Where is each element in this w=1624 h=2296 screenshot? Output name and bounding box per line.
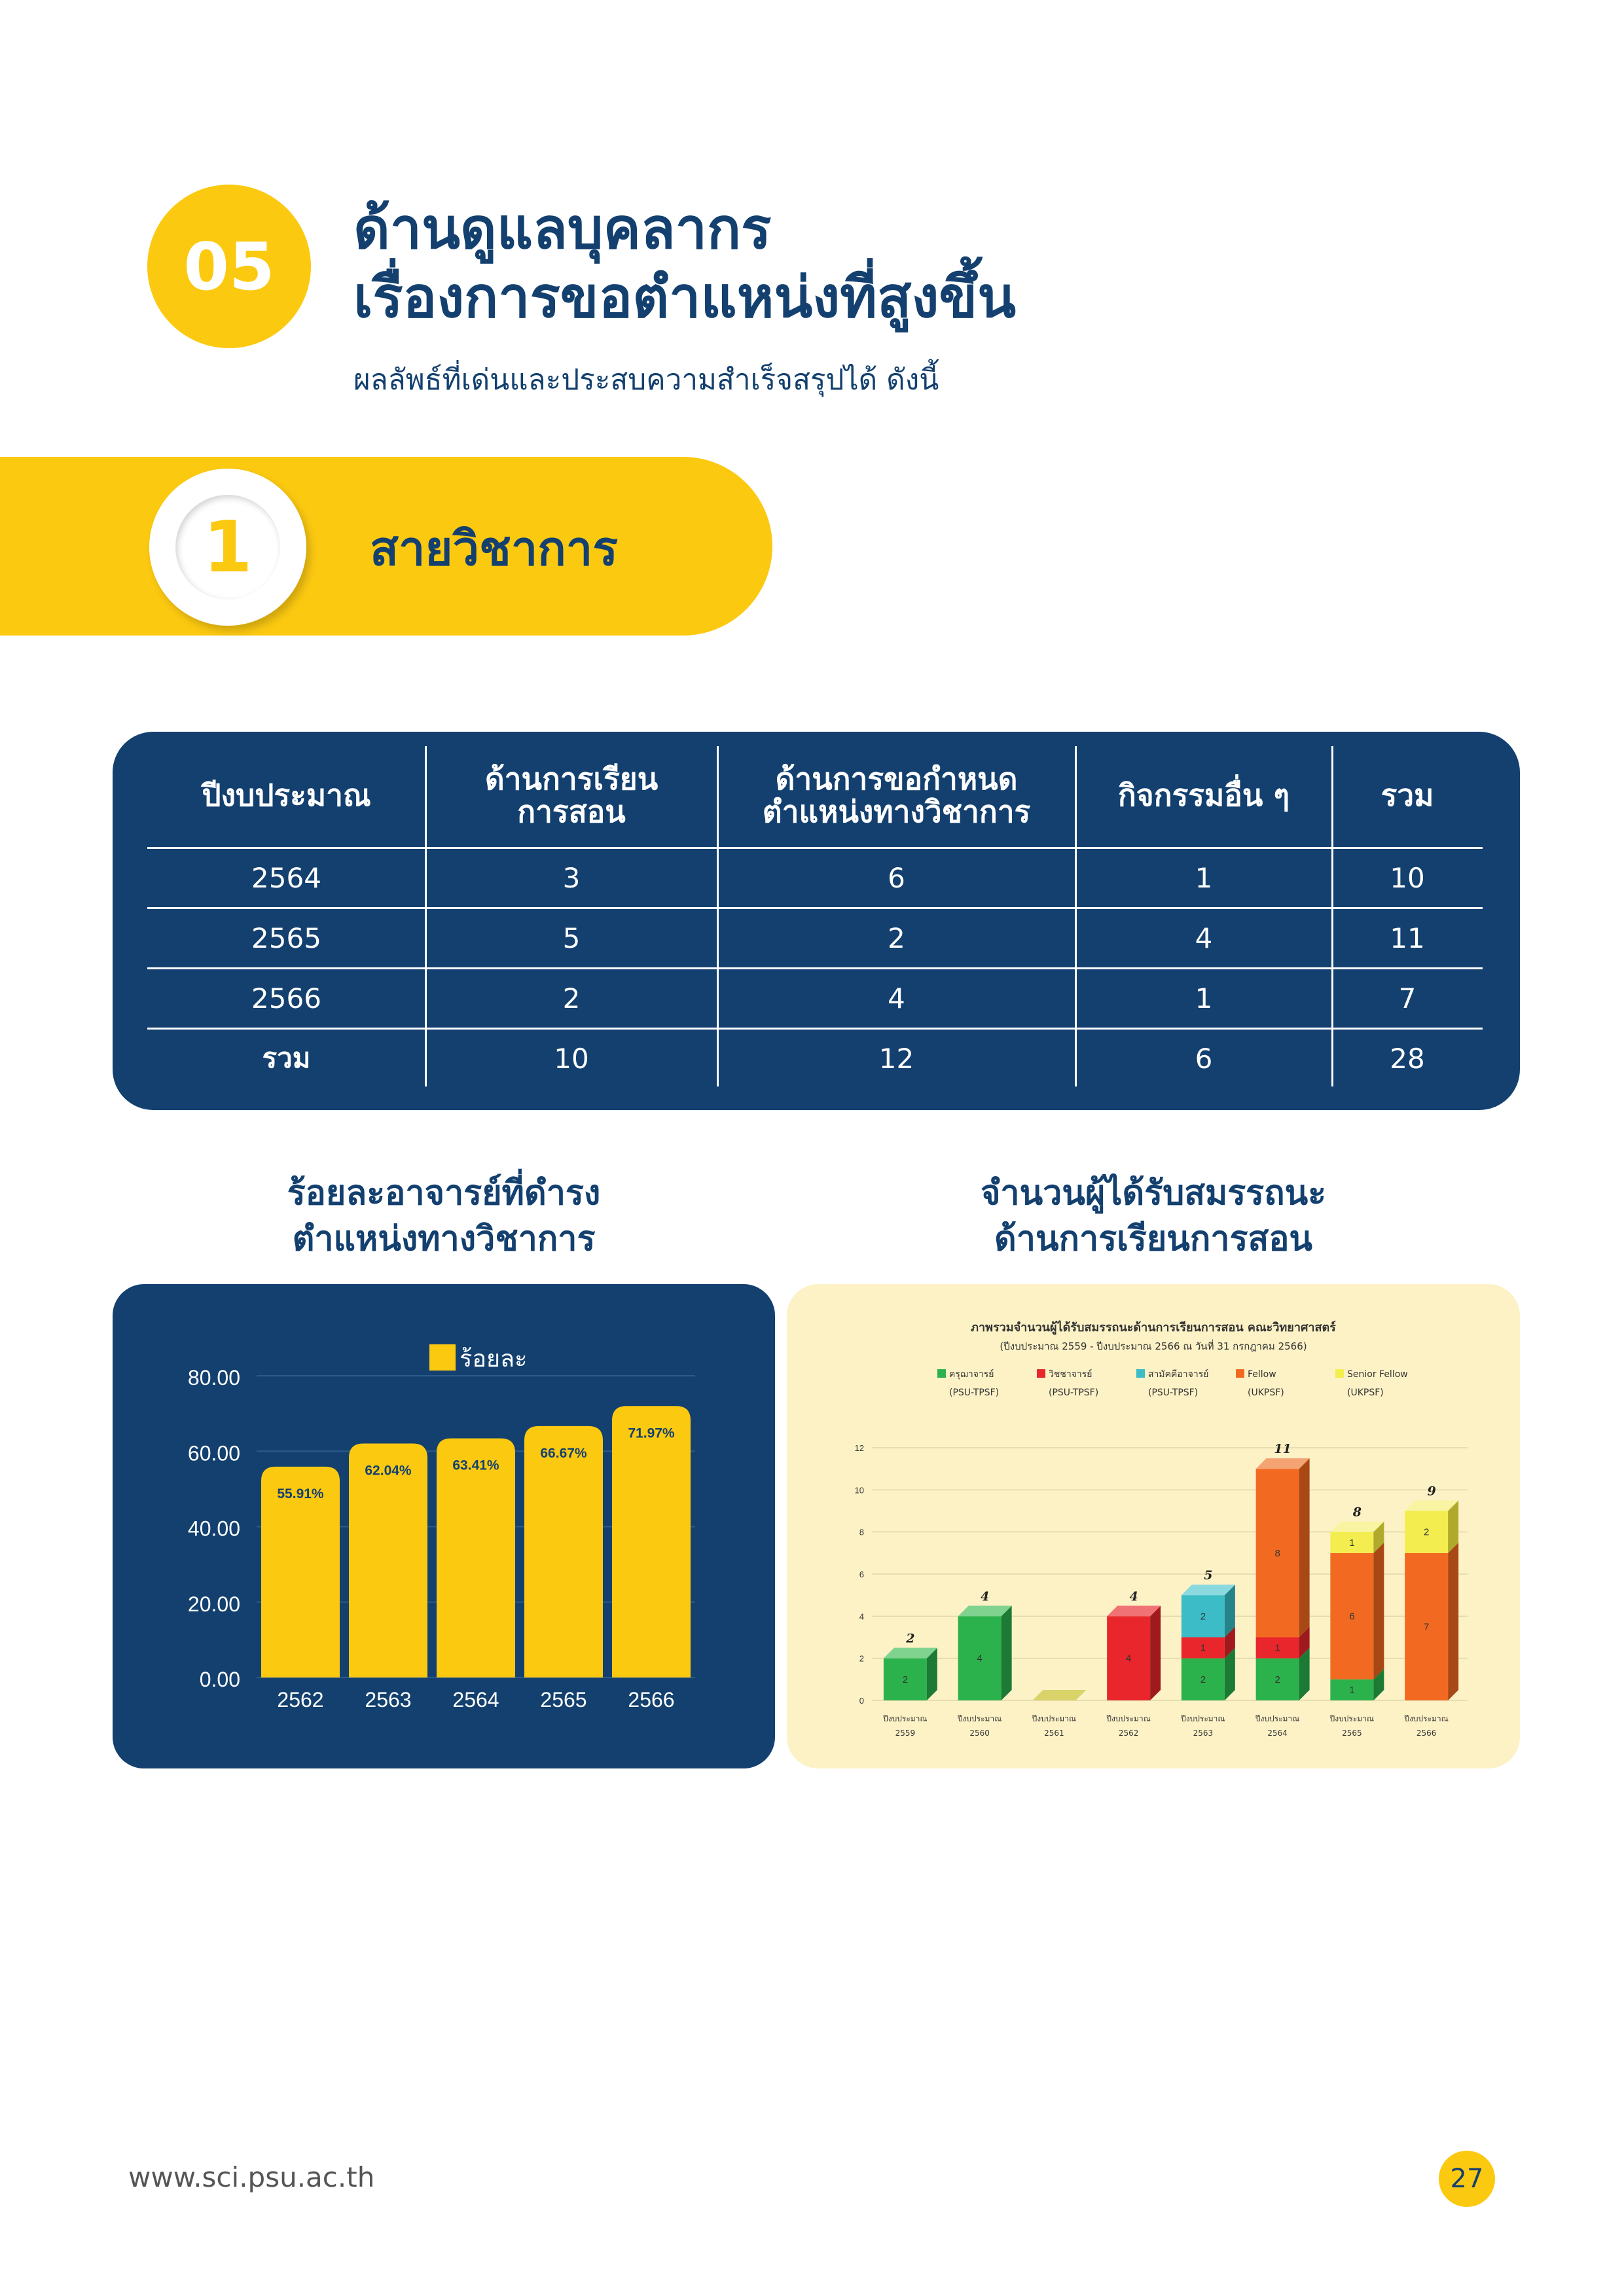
x-tick-label: 2566 bbox=[628, 1688, 675, 1712]
table-header-text: รวม bbox=[1380, 778, 1434, 813]
table-row-divider bbox=[147, 847, 1483, 849]
section-number: 05 bbox=[183, 228, 275, 305]
table-header-text: ด้านการขอกำหนด bbox=[775, 761, 1018, 797]
table-column-divider bbox=[1075, 746, 1077, 1086]
left-chart-title bbox=[113, 1170, 775, 1262]
segment-value-label: 2 bbox=[1200, 1674, 1206, 1685]
x-tick-label-year: 2560 bbox=[969, 1729, 990, 1738]
table-header-text: การสอน bbox=[517, 794, 626, 829]
legend-label: ร้อยละ bbox=[460, 1346, 528, 1372]
bar-data-label: 55.91% bbox=[277, 1486, 324, 1501]
bar-data-label: 63.41% bbox=[452, 1458, 499, 1473]
page-title-line-1: ด้านดูแลบุคลากร bbox=[353, 196, 772, 262]
y-tick-label: 40.00 bbox=[187, 1516, 240, 1541]
table-cell: 1 bbox=[1195, 982, 1213, 1014]
right-chart-title-line-2: ด้านการเรียนการสอน bbox=[994, 1219, 1312, 1259]
y-tick-label: 80.00 bbox=[187, 1366, 240, 1390]
table-cell: 1 bbox=[1195, 861, 1213, 894]
table-column-divider bbox=[425, 746, 427, 1086]
bar-data-label: 62.04% bbox=[365, 1463, 412, 1479]
y-tick-label: 4 bbox=[859, 1611, 864, 1622]
table-cell: 28 bbox=[1390, 1042, 1425, 1075]
banner-number-badge bbox=[175, 495, 280, 600]
page-number: 27 bbox=[1450, 2164, 1484, 2194]
segment-value-label: 6 bbox=[1349, 1611, 1355, 1623]
x-tick-label: ปีงบประมาณ bbox=[1106, 1714, 1151, 1723]
segment-value-label: 2 bbox=[1274, 1674, 1280, 1685]
bar-data-label: 71.97% bbox=[628, 1426, 675, 1441]
legend-label: ครุฌาจารย์ bbox=[949, 1369, 994, 1380]
legend-swatch bbox=[937, 1369, 946, 1378]
legend-sublabel: (PSU-TPSF) bbox=[1148, 1388, 1199, 1398]
right-chart-title bbox=[787, 1170, 1520, 1262]
legend-swatch bbox=[1136, 1369, 1145, 1378]
y-tick-label: 2 bbox=[859, 1653, 864, 1664]
percentage-bar-chart bbox=[113, 1284, 775, 1768]
y-tick-label: 60.00 bbox=[187, 1441, 240, 1465]
right-chart-title-line-1: จำนวนผู้ได้รับสมรรถนะ bbox=[980, 1174, 1327, 1213]
table-header-cell bbox=[147, 743, 425, 848]
x-tick-label-year: 2565 bbox=[1342, 1729, 1362, 1738]
segment-value-label: 1 bbox=[1274, 1642, 1280, 1654]
x-tick-label: ปีงบประมาณ bbox=[1329, 1714, 1375, 1723]
left-chart-title-line-2: ตำแหน่งทางวิชาการ bbox=[292, 1219, 596, 1259]
x-tick-label: 2564 bbox=[452, 1688, 499, 1712]
segment-value-label: 4 bbox=[1125, 1653, 1132, 1664]
table-cell: 7 bbox=[1398, 982, 1416, 1014]
segment-value-label: 1 bbox=[1349, 1684, 1355, 1696]
table-header-cell bbox=[425, 743, 717, 848]
x-tick-label-year: 2559 bbox=[895, 1729, 916, 1738]
bar bbox=[437, 1439, 515, 1677]
y-tick-label: 0.00 bbox=[199, 1668, 240, 1691]
table-cell: 3 bbox=[562, 861, 581, 894]
percentage-chart-card bbox=[113, 1284, 775, 1768]
legend-swatch bbox=[1335, 1369, 1344, 1378]
stack-segment-side bbox=[1299, 1458, 1310, 1637]
segment-value-label: 4 bbox=[977, 1653, 983, 1664]
x-tick-label: ปีงบประมาณ bbox=[1404, 1714, 1449, 1723]
footer-url: www.sci.psu.ac.th bbox=[128, 2161, 375, 2193]
bar-total-label: 4 bbox=[981, 1589, 990, 1604]
table-row-divider bbox=[147, 1028, 1483, 1030]
table-cell: 10 bbox=[1390, 861, 1425, 894]
table-header-text: ด้านการเรียน bbox=[484, 761, 659, 797]
segment-value-label: 1 bbox=[1200, 1642, 1206, 1654]
y-tick-label: 10 bbox=[854, 1485, 864, 1496]
stack-segment-side bbox=[1448, 1543, 1458, 1700]
table-header-cell bbox=[1332, 743, 1483, 848]
x-tick-label: 2563 bbox=[365, 1688, 412, 1712]
x-tick-label: ปีงบประมาณ bbox=[1255, 1714, 1300, 1723]
x-tick-label: ปีงบประมาณ bbox=[883, 1714, 928, 1723]
x-tick-label: ปีงบประมาณ bbox=[1181, 1714, 1225, 1723]
table-header-text: กิจกรรมอื่น ๆ bbox=[1117, 778, 1290, 813]
bar-total-label: 9 bbox=[1427, 1484, 1436, 1499]
bar-data-label: 66.67% bbox=[540, 1445, 587, 1461]
x-tick-label: ปีงบประมาณ bbox=[1032, 1714, 1077, 1723]
bar-total-label: 8 bbox=[1352, 1505, 1362, 1520]
y-tick-label: 0 bbox=[859, 1696, 864, 1706]
bar bbox=[524, 1426, 603, 1677]
table-row-divider bbox=[147, 907, 1483, 909]
bar bbox=[349, 1443, 427, 1677]
legend-sublabel: (UKPSF) bbox=[1248, 1388, 1284, 1398]
table-cell: รวม bbox=[262, 1042, 311, 1074]
table-column-divider bbox=[717, 746, 719, 1086]
competency-stacked-chart bbox=[787, 1284, 1520, 1768]
chart-subtitle: (ปีงบประมาณ 2559 - ปีงบประมาณ 2566 ณ วันที่ 31 กรกฎาคม 2566) bbox=[1000, 1340, 1307, 1352]
bar-total-label: 11 bbox=[1274, 1442, 1291, 1457]
stack-segment-side bbox=[1373, 1543, 1384, 1679]
table-cell: 6 bbox=[888, 861, 905, 894]
x-tick-label-year: 2564 bbox=[1267, 1729, 1288, 1738]
x-tick-label: 2562 bbox=[277, 1688, 324, 1712]
stack-segment-side bbox=[1150, 1605, 1161, 1700]
y-tick-label: 8 bbox=[859, 1527, 864, 1537]
table-cell: 4 bbox=[888, 982, 905, 1014]
legend-sublabel: (UKPSF) bbox=[1347, 1388, 1384, 1398]
table-row-divider bbox=[147, 967, 1483, 969]
legend-sublabel: (PSU-TPSF) bbox=[949, 1388, 1000, 1398]
x-tick-label-year: 2566 bbox=[1416, 1729, 1437, 1738]
x-tick-label: ปีงบประมาณ bbox=[957, 1714, 1002, 1723]
segment-value-label: 2 bbox=[1200, 1611, 1206, 1623]
table-cell: 12 bbox=[878, 1042, 914, 1075]
y-tick-label: 20.00 bbox=[187, 1592, 240, 1616]
legend-swatch bbox=[1236, 1369, 1244, 1378]
y-tick-label: 12 bbox=[854, 1443, 864, 1453]
y-tick-label: 6 bbox=[859, 1570, 864, 1579]
legend-swatch bbox=[429, 1344, 456, 1371]
x-tick-label-year: 2561 bbox=[1044, 1729, 1064, 1738]
legend-swatch bbox=[1037, 1369, 1045, 1378]
bar-top-face bbox=[1032, 1690, 1086, 1700]
section-number-badge bbox=[147, 185, 311, 348]
table-cell: 2 bbox=[888, 922, 905, 954]
left-chart-title-line-1: ร้อยละอาจารย์ที่ดำรง bbox=[287, 1174, 601, 1213]
table-cell: 10 bbox=[554, 1042, 589, 1075]
x-tick-label: 2565 bbox=[540, 1688, 587, 1712]
table-header-text: ปีงบประมาณ bbox=[202, 778, 371, 813]
table-cell: 2564 bbox=[251, 861, 321, 894]
segment-value-label: 2 bbox=[1423, 1526, 1430, 1538]
segment-value-label: 8 bbox=[1274, 1547, 1280, 1559]
stack-segment-side bbox=[1001, 1605, 1012, 1700]
segment-value-label: 2 bbox=[902, 1674, 909, 1685]
competency-chart-card bbox=[787, 1284, 1520, 1768]
banner-number: 1 bbox=[203, 506, 253, 588]
bar-total-label: 5 bbox=[1204, 1568, 1213, 1583]
table-cell: 4 bbox=[1195, 922, 1213, 954]
segment-value-label: 7 bbox=[1423, 1621, 1430, 1633]
chart-title: ภาพรวมจำนวนผู้ได้รับสมรรถนะด้านการเรียนการสอน คณะวิทยาศาสตร์ bbox=[971, 1321, 1336, 1335]
table-header-text: ตำแหน่งทางวิชาการ bbox=[762, 794, 1031, 829]
legend-label: สามัคคีอาจารย์ bbox=[1148, 1369, 1209, 1380]
banner-label: สายวิชาการ bbox=[370, 521, 618, 576]
legend-sublabel: (PSU-TPSF) bbox=[1049, 1388, 1099, 1398]
legend-label: Senior Fellow bbox=[1347, 1369, 1408, 1380]
bar bbox=[612, 1406, 691, 1677]
table-cell: 11 bbox=[1390, 922, 1425, 954]
table-cell: 2566 bbox=[251, 982, 321, 1014]
page-title-line-2: เรื่องการขอตำแหน่งที่สูงขึ้น bbox=[353, 265, 1017, 331]
x-tick-label-year: 2563 bbox=[1193, 1729, 1214, 1738]
bar-total-label: 4 bbox=[1129, 1589, 1138, 1604]
legend-label: Fellow bbox=[1248, 1369, 1276, 1380]
table-cell: 5 bbox=[562, 922, 581, 954]
segment-value-label: 1 bbox=[1349, 1537, 1355, 1549]
bar-total-label: 2 bbox=[906, 1631, 915, 1646]
table-column-divider bbox=[1331, 746, 1333, 1086]
table-cell: 2 bbox=[562, 982, 581, 1014]
x-tick-label-year: 2562 bbox=[1118, 1729, 1139, 1738]
page-number-badge bbox=[1439, 2151, 1495, 2207]
table-cell: 2565 bbox=[251, 922, 321, 954]
table-header-cell bbox=[717, 743, 1075, 848]
legend-label: วิชชาจารย์ bbox=[1049, 1369, 1092, 1380]
page-subtitle: ผลลัพธ์ที่เด่นและประสบความสำเร็จสรุปได้ ดังนี้ bbox=[353, 363, 939, 397]
table-header-cell bbox=[1075, 743, 1332, 848]
table-cell: 6 bbox=[1195, 1042, 1213, 1075]
